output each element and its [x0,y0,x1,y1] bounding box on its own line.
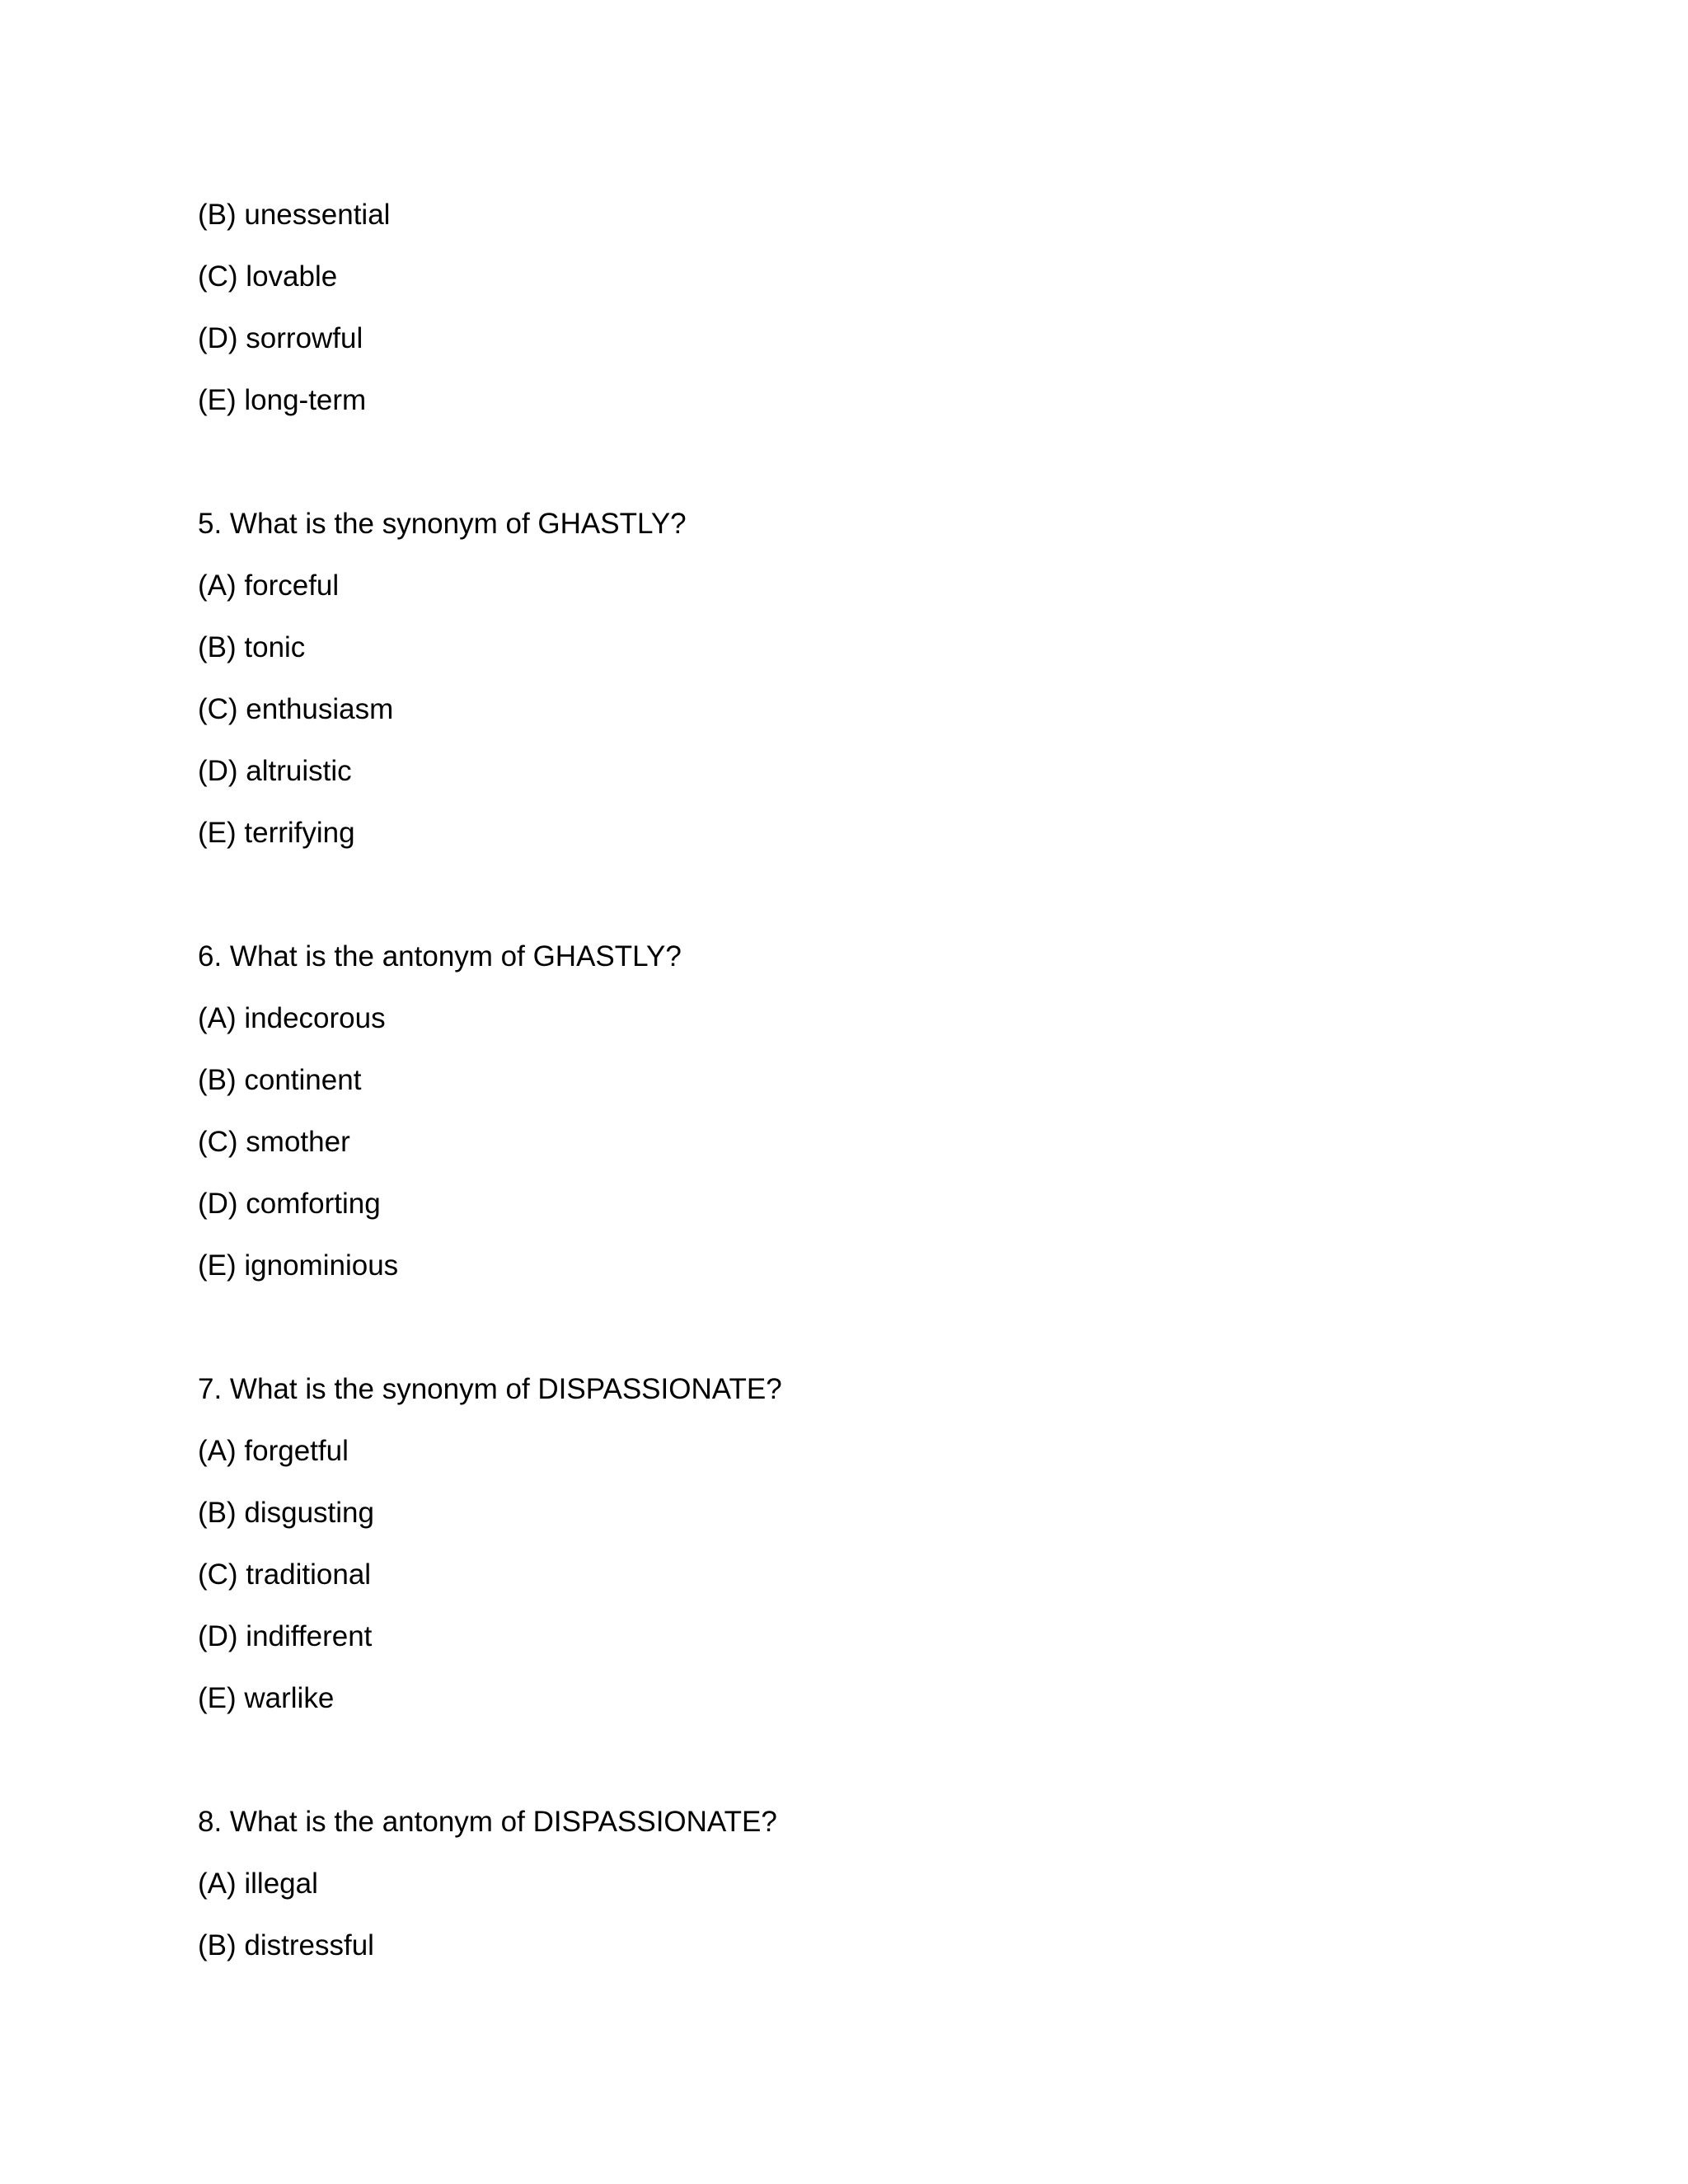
option-text: (A) forgetful [198,1435,349,1467]
option-text: (C) traditional [198,1558,372,1591]
question-prompt: 8. What is the antonym of DISPASSIONATE? [198,1806,777,1838]
option-text: (E) ignominious [198,1249,399,1282]
option-text: (E) terrifying [198,817,355,849]
question-prompt: 7. What is the synonym of DISPASSIONATE? [198,1373,782,1405]
option-text: (A) forceful [198,569,340,602]
option-text: (D) sorrowful [198,322,363,354]
option-text: (B) unessential [198,199,391,231]
option-text: (B) tonic [198,631,306,663]
option-text: (D) indifferent [198,1620,373,1652]
option-text: (A) illegal [198,1868,318,1900]
option-text: (D) comforting [198,1188,381,1220]
option-text: (B) continent [198,1064,362,1096]
option-text: (B) distressful [198,1929,374,1961]
option-text: (A) indecorous [198,1002,386,1034]
option-text: (E) warlike [198,1682,335,1714]
document-page [198,194,1517,1987]
option-text: (C) smother [198,1126,350,1158]
option-text: (E) long-term [198,384,367,416]
option-text: (C) lovable [198,260,338,293]
question-prompt: 5. What is the synonym of GHASTLY? [198,508,687,540]
option-text: (D) altruistic [198,755,352,787]
option-text: (C) enthusiasm [198,693,394,725]
question-prompt: 6. What is the antonym of GHASTLY? [198,940,682,972]
option-text: (B) disgusting [198,1497,374,1529]
